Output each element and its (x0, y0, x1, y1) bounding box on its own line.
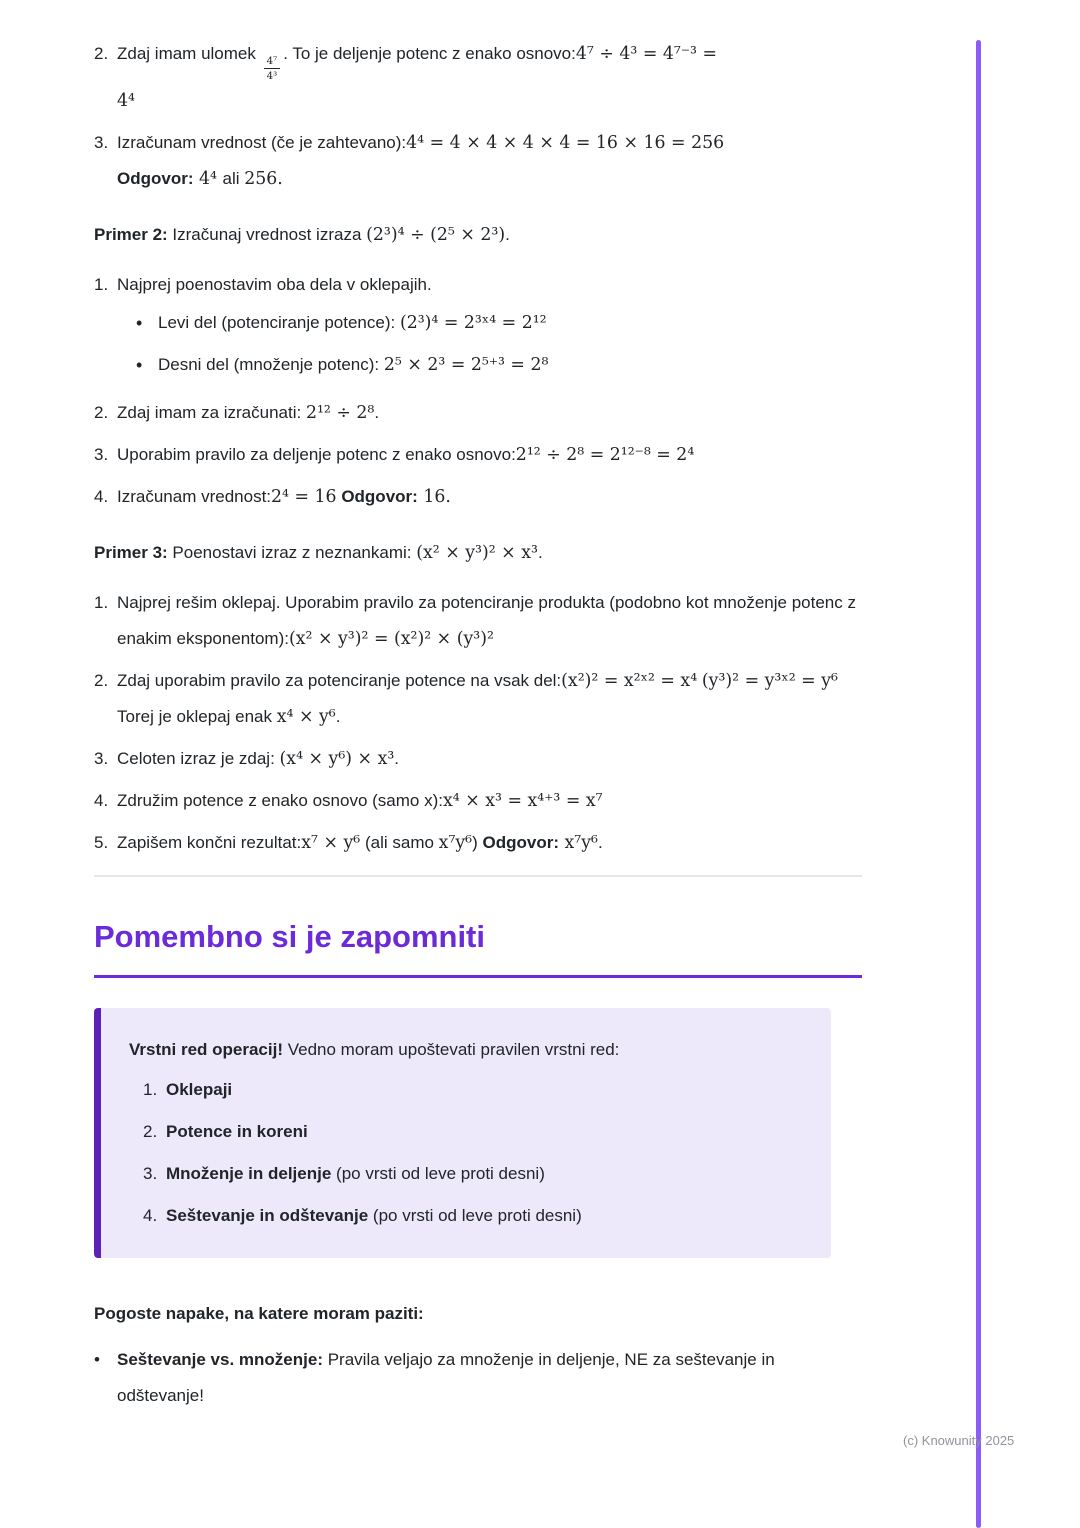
common-mistakes-list (94, 1342, 862, 1414)
step-text (158, 347, 862, 383)
text-segment: Uporabim pravilo za deljenje potenc z enako osnovo: (117, 445, 516, 465)
bullet-marker: • (136, 355, 143, 376)
example-3-steps (94, 585, 862, 861)
bold-segment: Vrstni red operacij! (129, 1040, 283, 1060)
list-marker: 2. (143, 1122, 158, 1142)
bold-segment: Pogoste napake, na katere moram paziti: (94, 1304, 424, 1324)
list-marker: 5. (94, 833, 109, 853)
bold-segment: Odgovor: (482, 833, 560, 853)
math-segment: 16. (417, 487, 451, 508)
math-segment: 2¹² ÷ 2⁸ = 2¹²⁻⁸ = 2⁴ (515, 445, 695, 466)
inline-fraction: $\frac{\text{4⁷}}{\text{4³}}$ (264, 55, 281, 84)
callout-intro (129, 1032, 803, 1068)
step-text (117, 783, 862, 819)
list-item (143, 1198, 803, 1234)
copyright-watermark: (c) Knowunity 2025 (903, 1433, 1015, 1448)
math-segment: x⁷ × y⁶ (301, 833, 361, 854)
bold-segment: Odgovor: (341, 487, 418, 507)
math-segment: x⁴ × x³ = x⁴⁺³ = x⁷ (442, 791, 603, 812)
list-item (136, 347, 862, 383)
text-segment: Pravila veljajo za množenje in deljenje, NE za seštevanje in odštevanje! (117, 1350, 775, 1406)
list-item (94, 1342, 862, 1414)
list-item (143, 1156, 803, 1192)
step-text (158, 305, 862, 341)
step-text (117, 825, 862, 861)
math-segment: 4⁴ (193, 169, 223, 190)
list-item (94, 825, 862, 861)
text-segment: Levi del (potenciranje potence): (158, 313, 400, 333)
section-heading: Pomembno si je zapomniti (94, 919, 485, 955)
text-segment: (po vrsti od leve proti desni) (368, 1206, 582, 1226)
mistake-text (117, 1342, 862, 1414)
list-marker: 1. (94, 275, 109, 295)
step-text (117, 437, 862, 473)
math-segment: 2⁴ = 16 (271, 487, 337, 508)
bold-segment: Seštevanje in odštevanje (166, 1206, 369, 1226)
text-segment: . (394, 749, 400, 769)
text-segment: Zdaj imam za izračunati: (117, 403, 306, 423)
text-segment: Izračunam vrednost: (117, 487, 272, 507)
heading-underline-rule (94, 975, 862, 978)
math-segment: (x⁴ × y⁶) × x³ (279, 749, 395, 770)
list-item (94, 663, 862, 735)
list-item (143, 1072, 803, 1108)
text-segment: Vedno moram upoštevati pravilen vrstni red: (283, 1040, 620, 1060)
list-marker: 3. (143, 1164, 158, 1184)
math-segment: 4⁴ = 4 × 4 × 4 × 4 = 16 × 16 = 256 (406, 133, 725, 154)
list-marker: 2. (94, 671, 109, 691)
text-segment: (po vrsti od leve proti desni) (331, 1164, 545, 1184)
step-text (117, 125, 862, 197)
list-item (94, 125, 862, 197)
list-item (94, 437, 862, 473)
text-segment: Najprej rešim oklepaj. Uporabim pravilo za potenciranje produkta (podobno kot množenje potenc z enakim eksponentom): (117, 593, 856, 649)
text-segment: (ali samo (360, 833, 439, 853)
math-segment: x⁴ × y⁶ (276, 707, 336, 728)
step-text (117, 741, 862, 777)
list-item (94, 585, 862, 657)
text-segment: . (537, 543, 543, 563)
bold-segment: Oklepaji (166, 1080, 233, 1100)
text-segment: Izračunam vrednost (če je zahtevano): (117, 133, 407, 153)
rule-text (166, 1114, 803, 1150)
example-3-heading (94, 535, 862, 571)
list-item (94, 479, 862, 515)
text-segment: . To je deljenje potenc z enako osnovo: (283, 44, 576, 63)
list-marker: 1. (94, 593, 109, 613)
text-segment: . (598, 833, 603, 853)
step-text (117, 395, 862, 431)
list-item (94, 783, 862, 819)
list-item (136, 305, 862, 341)
text-segment: Izračunaj vrednost izraza (167, 225, 367, 245)
list-marker: 3. (94, 133, 109, 153)
bold-segment: Potence in koreni (166, 1122, 308, 1142)
list-item (94, 741, 862, 777)
text-segment: Zapišem končni rezultat: (117, 833, 302, 853)
document-body (94, 36, 862, 1420)
bold-segment: Primer 2: (94, 225, 168, 245)
list-marker: 4. (94, 487, 109, 507)
text-segment: . (374, 403, 380, 423)
math-segment: x⁷y⁶ (559, 833, 598, 854)
text-segment: Torej je oklepaj enak (117, 707, 277, 727)
list-item (94, 36, 862, 119)
text-segment: Združim potence z enako osnovo (samo x): (117, 791, 443, 811)
example-2-steps (94, 267, 862, 515)
math-segment: (2³)⁴ = 2³ˣ⁴ = 2¹² (399, 313, 547, 334)
list-item (143, 1114, 803, 1150)
step-text (117, 663, 862, 735)
list-marker: 1. (143, 1080, 158, 1100)
example-2-heading (94, 217, 862, 253)
math-segment: 256. (244, 169, 283, 190)
step-text-group (117, 267, 862, 389)
solution-steps-list (94, 36, 862, 197)
step-text (117, 585, 862, 657)
page-edge-accent-bar (976, 40, 981, 1528)
rule-text (166, 1156, 803, 1192)
step-text (117, 36, 862, 119)
common-mistakes-heading (94, 1296, 862, 1332)
list-item (94, 395, 862, 431)
list-marker: 3. (94, 749, 109, 769)
rule-text (166, 1072, 803, 1108)
list-marker: 4. (143, 1206, 158, 1226)
list-marker: 3. (94, 445, 109, 465)
text-segment: . (505, 225, 510, 245)
bullet-sub-list (136, 305, 862, 383)
math-segment: (y³)² = y³ˣ² = y⁶ (701, 671, 838, 692)
math-segment: 4⁴ (117, 91, 135, 112)
bullet-marker: • (94, 1350, 100, 1370)
text-segment: Zdaj imam ulomek (117, 44, 261, 63)
text-segment: Celoten izraz je zdaj: (117, 749, 280, 769)
step-text (117, 267, 862, 303)
section-divider (94, 875, 862, 877)
math-segment: (2³)⁴ ÷ (2⁵ × 2³) (366, 225, 506, 246)
list-marker: 4. (94, 791, 109, 811)
math-segment: 2¹² ÷ 2⁸ (305, 403, 375, 424)
text-segment: Poenostavi izraz z neznankami: (167, 543, 417, 563)
text-segment: Desni del (množenje potenc): (158, 355, 384, 375)
bold-segment: Množenje in deljenje (166, 1164, 332, 1184)
math-segment: 4⁷ ÷ 4³ = 4⁷⁻³ = (575, 44, 717, 64)
math-segment: (x² × y³)² = (x²)² × (y³)² (288, 629, 494, 650)
math-segment: 2⁵ × 2³ = 2⁵⁺³ = 2⁸ (383, 355, 549, 376)
order-of-operations-callout (94, 1008, 831, 1258)
rule-text (166, 1198, 803, 1234)
math-segment: (x² × y³)² × x³ (416, 543, 538, 564)
list-item (94, 267, 862, 389)
text-segment: ali (222, 169, 245, 189)
text-segment: Najprej poenostavim oba dela v oklepajih. (117, 275, 432, 295)
math-segment: (x²)² = x²ˣ² = x⁴ (561, 671, 698, 692)
text-segment: Zdaj uporabim pravilo za potenciranje potence na vsak del: (117, 671, 562, 691)
text-segment: ) (472, 833, 483, 853)
bold-segment: Seštevanje vs. množenje: (117, 1350, 323, 1370)
math-segment: x⁷y⁶ (438, 833, 473, 854)
bold-segment: Primer 3: (94, 543, 168, 563)
step-text (117, 479, 862, 515)
bold-segment: Odgovor: (117, 169, 194, 189)
list-marker: 2. (94, 403, 109, 423)
text-segment: . (335, 707, 341, 727)
list-marker: 2. (94, 44, 109, 63)
bullet-marker: • (136, 313, 143, 334)
order-of-operations-list (143, 1072, 803, 1234)
